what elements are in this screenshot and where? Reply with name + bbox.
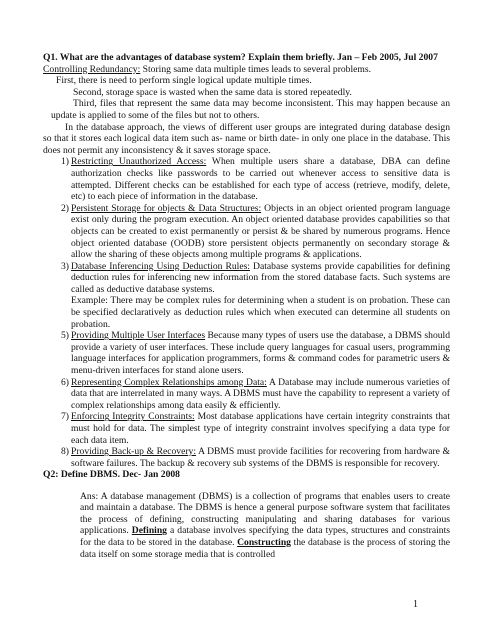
list-item-text: Most database applications have certain integrity constraints that must hold for data. The simplest type of integrity constraint involves specifying a data type for each data item. [71,411,450,446]
list-item [43,446,450,469]
list-item-label: Persistent Storage for objects & Data Structures: [71,202,262,214]
list-item [43,156,450,202]
list-item-label: Representing Complex Relationships among Data: [71,376,267,388]
document-body [43,52,450,570]
list-item-text: When multiple users share a database, DBA can define authorization checks like passwords to be carried out whenever access to sensitive data is attempted. Different checks can be established for each type of access (retrieve, modify, delete, etc) to each piece of information in the database. [71,156,450,203]
q2-answer-part-a: Ans: A database management (DBMS) is a collection of programs that enables users to create and maintain a database. The DBMS is hence a general purpose software system that facilitates the process of defining, constructing manipulating and sharing databases for various applications. [80,490,450,537]
list-item-text: Database systems provide capabilities for defining deduction rules for inferencing new information from the stored database facts. Such systems are called as deductive database systems. [71,260,450,295]
list-item [43,411,450,446]
list-item-number: 6) [61,376,69,388]
list-item [43,261,450,331]
list-item-text: A Database may include numerous varieties of data that are interrelated in many ways. A DBMS must have the capability to represent a variety of complex relationships among data easily & efficiently. [71,376,450,411]
q2-answer [43,491,450,561]
q2-answer-part-b: a database involves specifying the data types, structures and constraints for the data to be stored in the database. [80,525,450,548]
page-number: 1 [413,599,418,610]
controlling-redundancy-text: Storing same data multiple times leads to several problems. [140,63,371,75]
list-item-number: 1) [61,156,69,168]
q2-heading: Q2: Define DBMS. Dec- Jan 2008 [43,469,180,481]
list-item-number: 2) [61,202,69,214]
list-item-text: A DBMS must provide facilities for recovering from hardware & software failures. The backup & recovery sub systems of the DBMS is responsible for recovery. [71,446,450,469]
list-item-text: Objects in an object oriented program language exist only during the program execution. An object oriented database provides capabilities so that objects can be created to exist permanently or persist & be shared by numerous programs. Hence object oriented database (OODB) store persistent objects permanently on secondary storage & allow the sharing of these objects among multiple programs & applications. [71,202,450,261]
q1-heading: Q1. What are the advantages of database system? Explain them briefly. Jan – Feb 2005, Jul 2007 [43,52,438,63]
list-item [43,203,450,261]
list-item-number: 5) [61,330,69,342]
list-item-number: 7) [61,411,69,423]
list-item [43,377,450,412]
list-item-example: Example: There may be complex rules for determining when a student is on probation. These can be specified declaratively as deduction rules which when executed can determine all students on probation. [71,295,450,330]
q2-answer-part-c: the database is the process of storing the data itself on some storage media that is controlled [80,536,451,560]
defining-term: Defining [131,525,167,537]
list-item-text: Because many types of users use the database, a DBMS should provide a variety of user interfaces. These include query languages for casual users, programming language interfaces for application programmers, forms & command codes for parametric users & menu-driven interfaces for stand alone users. [71,330,451,377]
third-point-text: Third, files that represent the same data may become inconsistent. This may happen because an update is applied to some of the files but not to others. [51,98,450,121]
list-item-label: Providing Back-up & Recovery: [71,446,197,458]
list-item-label: Providing Multiple User Interfaces [71,330,206,342]
advantages-list [43,156,450,469]
list-item-number: 3) [61,260,69,272]
database-approach-text: In the database approach, the views of different user groups are integrated during database design so that it stores each logical data item such as- name or birth date- in only one place in the database. This does not permit any inconsistency & it saves storage space. [43,121,450,156]
list-item-label: Restricting Unauthorized Access: [71,156,207,168]
list-item-label: Enforcing Integrity Constraints: [71,411,195,423]
list-item-label: Database Inferencing Using Deduction Rules: [71,260,250,272]
list-item-number: 8) [61,446,69,458]
controlling-redundancy-para [43,64,450,76]
first-point: First, there is need to perform single logical update multiple times. [56,75,312,87]
list-item [43,330,450,376]
database-approach-para [43,122,450,157]
third-point [43,98,450,121]
constructing-term: Constructing [237,536,291,548]
controlling-redundancy-label: Controlling Redundancy: [43,63,141,75]
second-point: Second, storage space is wasted when the same data is stored repeatedly. [73,86,352,98]
